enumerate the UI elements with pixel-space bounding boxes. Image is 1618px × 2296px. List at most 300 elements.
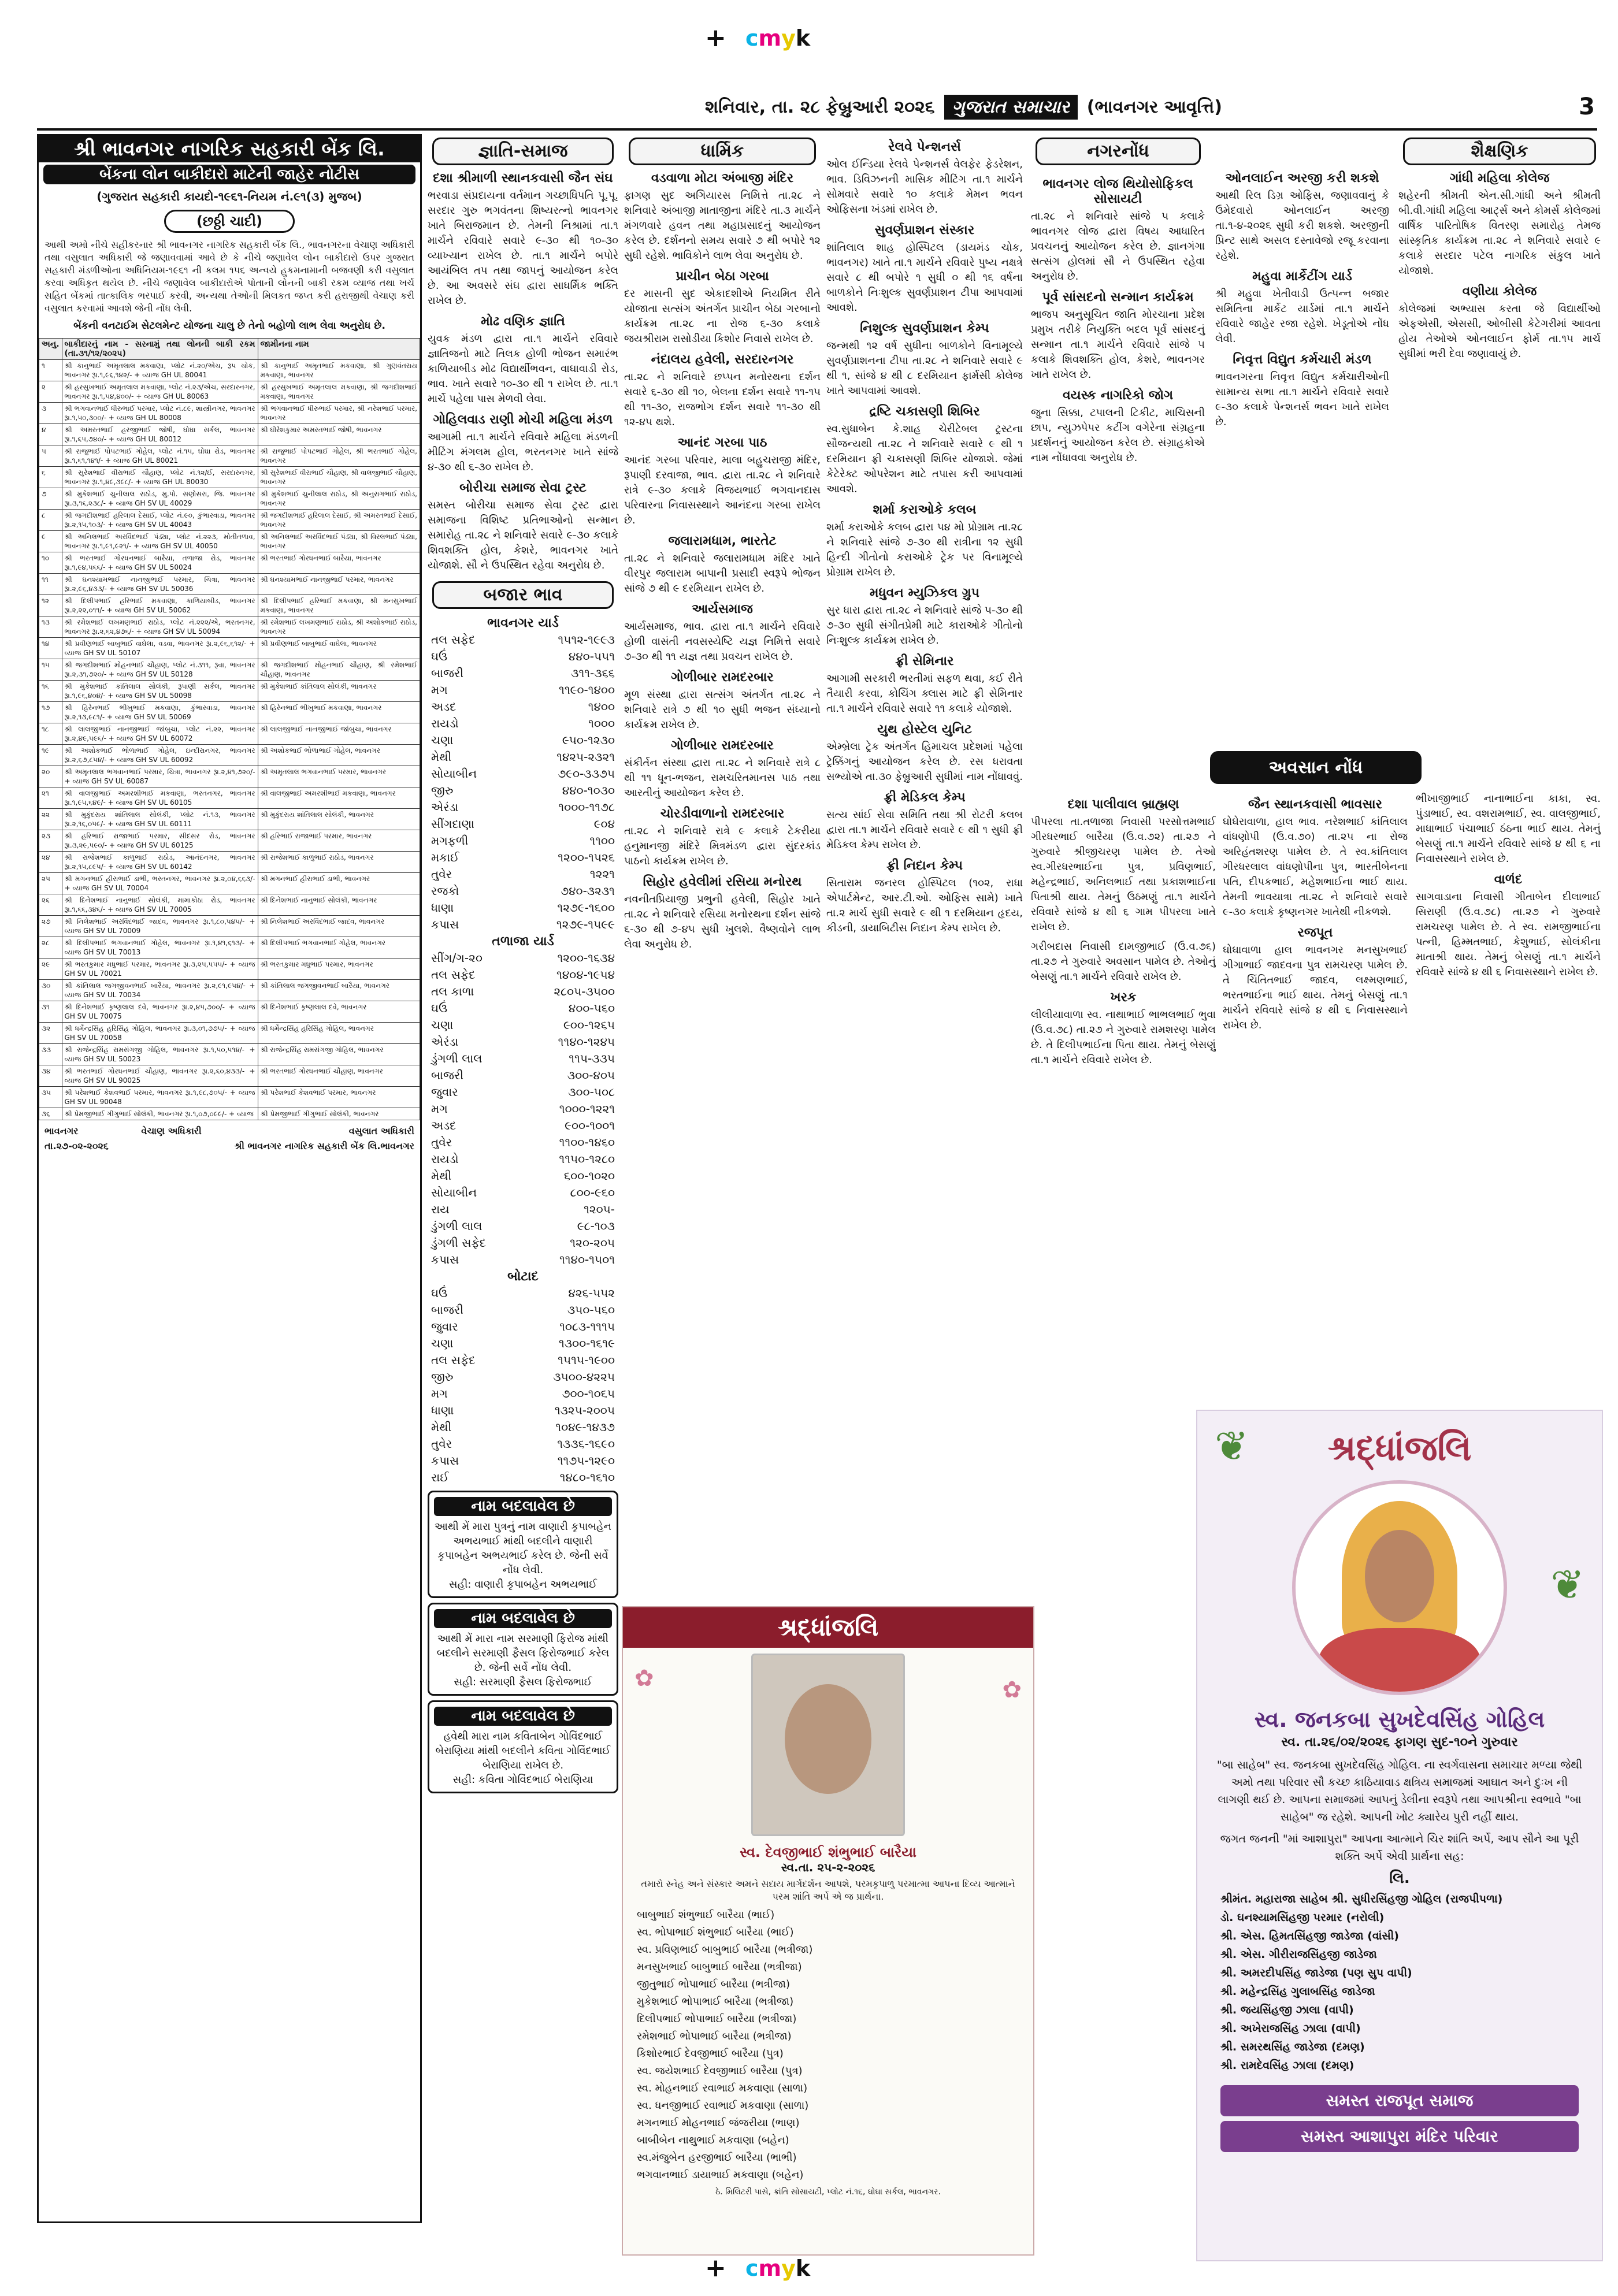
row-sr: ૩૩	[39, 1044, 62, 1065]
dharmik-heading: ધાર્મિક	[629, 138, 816, 165]
event-item-title: સુવર્ણપ્રાશન સંસ્કાર	[874, 223, 975, 237]
commodity-price: ૧૧૪૦-૧૫૦૧	[559, 1253, 615, 1266]
table-row	[39, 1044, 420, 1065]
name-change-title: નામ બદલાવેલ છે	[434, 1609, 612, 1628]
edition-label: (ભાવનગર આવૃત્તિ)	[1086, 96, 1222, 117]
cmyk-label: cmyk	[745, 25, 811, 51]
commodity-price: ૧૧૦૦-૧૪૬૦	[559, 1135, 615, 1149]
event-item-text: શર્મા કરાઓકે કલબ દ્વારા ૫૪ મો પ્રોગ્રામ તા.૨૮ ને શનિવારે સાંજે ૭-૩૦ થી રાત્રીના ૧૨ સુધી હિન્દી ગીતોનો કરાઓકે ટ્રેક પર વિનામૂલ્યે પ્રોગ્રામ રાખેલ છે.	[826, 521, 1023, 578]
member-name: કિશોરભાઈ દેવજીભાઈ બારૈયા (પુત્ર)	[637, 2048, 784, 2060]
table-row	[39, 1087, 420, 1108]
row-borrower: શ્રી હિરેનભાઈ ભીખુભાઈ મકવાણા, કુંભારવાડા, ભાવનગર રૂા.૨,૧૩,૯૮૧/- + વ્યાજ GH SV UL 50069	[62, 702, 258, 723]
shraddhanjali2-foot2: સમસ્ત આશાપુરા મંદિર પરિવાર	[1220, 2121, 1579, 2152]
event-item-title: ફ્રી નિદાન કેમ્પ	[886, 859, 963, 873]
row-sr: ૪	[39, 424, 62, 445]
row-sr: ૧૩	[39, 616, 62, 638]
shraddhanjali2-signers	[1197, 1888, 1602, 2077]
table-row	[39, 873, 420, 894]
row-sr: ૨૪	[39, 852, 62, 873]
rates-row	[428, 682, 618, 699]
row-guarantor: શ્રી પ્રેમજીભાઈ ગીગુભાઈ સોલંકી, ભાવનગર	[258, 1108, 420, 1120]
rates-row	[428, 665, 618, 682]
bank-bold-line: બેંકની વનટાઈમ સેટલમેન્ટ યોજના ચાલુ છે તેનો બહોળો લાભ લેવા અનુરોધ છે.	[73, 320, 385, 332]
paper-logo: ગુજરાત સમાચાર	[944, 95, 1078, 120]
row-borrower: શ્રી નિલેશભાઈ અરવિંદભાઈ જાદવ, ભાવનગર રૂા.૧,૮૦,૫૪૫/- + વ્યાજ GH SV UL 70009	[62, 916, 258, 937]
row-borrower: શ્રી પ્રેમજીભાઈ ગીગુભાઈ સોલંકી, ભાવનગર રૂા.૧,૦૭,૦૯૯/- + વ્યાજ	[62, 1108, 258, 1120]
dharmik-item-text: દર માસની સુદ એકાદશીએ નિયમિત રીતે યોજાતા સત્સંગ અંતર્ગત પ્રાચીન બેઠા ગરબાનો કાર્યક્રમ તા.૨૮ ના રોજ ૬-૩૦ કલાકે જયશ્રીરામ રાસોડીયા કિશોર નિવાસે રાખેલ છે.	[624, 288, 821, 345]
row-guarantor: શ્રી વાલજીભાઈ અમરશીભાઈ મકવાણા, ભાવનગર	[258, 787, 420, 809]
rates-row	[428, 1385, 618, 1402]
avsan-c1-head: દશા પાલીવાલ બ્રાહ્મણ	[1067, 797, 1179, 812]
commodity-name: મગ	[431, 1102, 448, 1116]
flower-icon: ✿	[1002, 1677, 1022, 1703]
name-change-title: નામ બદલાવેલ છે	[434, 1497, 612, 1516]
avsan-c1c-text: લીલીયાવાળા સ્વ. નાથાભાઈ ભાભલભાઈ ભુવા (ઉ.વ.૭૮) તા.૨૭ ને ગુરુવારે રામશરણ પામેલ છે. તે દિલીપભાઈના પિતા થાય. તેમનું બેસણું તા.૧ માર્ચને રવિવારે રાખેલ છે.	[1031, 1009, 1216, 1066]
commodity-price: ૧૦૪૯-૧૪૩૭	[555, 1420, 615, 1434]
row-sr: ૧૯	[39, 745, 62, 766]
member-name: જીતુભાઈ ભોપાભાઈ બારૈયા (ભત્રીજા)	[637, 1978, 791, 1990]
rates-row	[428, 849, 618, 866]
bank-notice-title: બેંકના લોન બાકીદારો માટેની જાહેર નોટીસ	[43, 165, 415, 184]
nagar-heading: નગરનોંધ	[1036, 138, 1201, 165]
rates-row	[428, 1352, 618, 1369]
rates-row	[428, 715, 618, 732]
commodity-name: તલ સફેદ	[431, 1353, 476, 1367]
commodity-price: ૧૧૭૫-૧૨૯૦	[557, 1454, 615, 1467]
row-borrower: શ્રી હરિભાઈ રાજાભાઈ પરમાર, સીદસર રોડ, ભાવનગર રૂા.૩,૨૯,૫૯૦/- + વ્યાજ GH SV UL 60125	[62, 830, 258, 852]
jnati-item-title: મોઢ વણિક જ્ઞાતિ	[481, 314, 565, 329]
row-borrower: શ્રી મુકેશભાઈ ચુનીલાલ રાઠોડ, મુ.પો. સણોસરા, જિ. ભાવનગર રૂા.૩,૧૬,૨૩૮/- + વ્યાજ GH SV UL 40029	[62, 488, 258, 510]
member-name: રમેશભાઈ ભોપાભાઈ બારૈયા (ભત્રીજા)	[637, 2030, 792, 2042]
signer-name: શ્રી. મહેન્દ્રસિંહ ગુલાબસિંહ જાડેજા	[1220, 1985, 1375, 1998]
row-guarantor: શ્રી રમેશભાઈ લખમણભાઈ રાઠોડ, શ્રી અશોકભાઈ રાઠોડ, ભાવનગર	[258, 616, 420, 638]
row-guarantor: શ્રી નિલેશભાઈ અરવિંદભાઈ જાદવ, ભાવનગર	[258, 916, 420, 937]
dharmik-item-text: ફાગણ સુદ અગિયારસ નિમિત્તે તા.૨૮ ને શનિવારે અંબાજી માતાજીના મંદિરે તા.૩ માર્ચને મંગળવારે હવન તથા મહાપ્રસાદનું આયોજન કરેલ છે. દર્શનનો સમય સવારે ૭ થી બપોરે ૧૨ સુધી રહેશે. ભાવિકોને લાભ લેવા અનુરોધ છે.	[624, 190, 821, 262]
events-column	[826, 134, 1023, 1596]
row-borrower: શ્રી હરસુખભાઈ અમૃતલાલ મકવાણા, પ્લોટ નં.૨૩/એચ, સરદારનગર, ભાવનગર રૂા.૧,૫૪,૪૦૦/- + વ્યાજ GH UL 80063	[62, 381, 258, 403]
row-borrower: શ્રી કાંતિલાલ જગજીવનભાઈ બારૈયા, ભાવનગર રૂા.૨,૯૧,૯૫૪/- + વ્યાજ GH SV UL 70034	[62, 980, 258, 1001]
nagar-item-title: પૂર્વ સાંસદનો સન્માન કાર્યક્રમ	[1042, 290, 1194, 304]
commodity-name: ચણા	[431, 1018, 454, 1032]
commodity-name: ચણા	[431, 1336, 454, 1350]
commodity-name: રાઈ	[431, 1470, 449, 1484]
row-borrower: શ્રી દિલીપભાઈ હરિભાઈ મકવાણા, કાળિયાબીડ, ભાવનગર રૂા.૨,૨૨,૦૧૧/- + વ્યાજ GH SV UL 50062	[62, 595, 258, 616]
dharmik-item-title: ચોરડીવાળાનો રામદરબાર	[660, 807, 785, 821]
row-guarantor: શ્રી પ્રવીણભાઈ બાબુભાઈ વાઘેલા, ભાવનગર	[258, 638, 420, 659]
commodity-price: ૩૦૦-૪૦૫	[567, 1068, 615, 1082]
shraddhanjali1-address: ઠે. મિલિટરી પાસે, ક્રાંતિ સોસાયટી, પ્લોટ નં.૧૬, ઘોઘા સર્કલ, ભાવનગર.	[715, 2187, 941, 2197]
avsan-c2-head: જૈન સ્થાનકવાસી ભાવસાર	[1248, 797, 1383, 812]
commodity-name: જુવાર	[431, 1085, 458, 1099]
shraddhanjali1-msg: તમારો સ્નેહ અને સંસ્કાર અમને સદાય માર્ગદર્શન આપશે, પરમકૃપાળુ પરમાત્મા આપના દિવ્ય આત્માને પરમ શાંતિ અર્પે એ જ પ્રાર્થના.	[641, 1878, 1015, 1902]
commodity-price: ૭૯૦-૩૩૭૫	[558, 767, 615, 781]
row-guarantor: શ્રી અમૃતલાલ ભગવાનભાઈ પરમાર, ભાવનગર	[258, 766, 420, 787]
shraddhanjali1-name: સ્વ. દેવજીભાઈ શંભુભાઈ બારૈયા	[740, 1844, 916, 1860]
commodity-name: મકાઈ	[431, 850, 459, 864]
avsan-heading: અવસાન નોંધ	[1210, 751, 1422, 784]
commodity-name: મગફળી	[431, 834, 469, 848]
row-borrower: શ્રી ધર્મેન્દ્રસિંહ હરિસિંહ ગોહિલ, ભાવનગર રૂા.૩,૦૧,૭૭૫/- + વ્યાજ GH SV UL 70058	[62, 1023, 258, 1044]
row-guarantor: શ્રી રાજેન્દ્રસિંહ રામસંગજી ગોહિલ, ભાવનગર	[258, 1044, 420, 1065]
rates-row	[428, 1151, 618, 1168]
commodity-name: બાજરી	[431, 1068, 463, 1082]
commodity-name: જીરુ	[431, 1370, 454, 1384]
dharmik-item-title: વડવાળા મોટા અંબાજી મંદિર	[651, 171, 794, 185]
shraddhanjali-janakba	[1196, 1410, 1603, 2261]
event-item-text: સિતારામ જનરલ હોસ્પિટલ (૧૦૨, રાધા એપાર્ટમેન્ટ, આર.ટી.ઓ. ઓફિસ સામે) ખાતે તા.૨ માર્ચ સુધી સવારે ૯ થી ૧ દરમિયાન હૃદય, કીડની, ડાયાબિટીસ નિદાન કેમ્પ રાખેલ છે.	[826, 877, 1023, 934]
commodity-name: જુવાર	[431, 1320, 458, 1333]
row-sr: ૧૬	[39, 681, 62, 702]
row-sr: ૫	[39, 445, 62, 467]
portrait-face	[785, 1684, 871, 1794]
commodity-price: ૩૫૦૦-૪૨૨૫	[553, 1370, 615, 1384]
row-guarantor: શ્રી પરેશભાઈ કેશવભાઈ પરમાર, ભાવનગર	[258, 1087, 420, 1108]
row-borrower: શ્રી જગદીશભાઈ હરિલાલ દેસાઈ, પ્લોટ નં.૯૦, કુંભારવાડા, ભાવનગર રૂા.૨,૧૫,૧૦૩/- + વ્યાજ GH SV UL 40043	[62, 510, 258, 531]
commodity-name: ડુંગળી લાલ	[431, 1052, 483, 1065]
member-name: મુકેશભાઈ ભોપાભાઈ બારૈયા (ભત્રીજા)	[637, 1996, 794, 2008]
table-row	[39, 510, 420, 531]
rates-row	[428, 1067, 618, 1084]
dharmik-item-title: પ્રાચીન બેઠા ગરબા	[676, 269, 769, 284]
rates-row	[428, 749, 618, 766]
row-sr: ૧૫	[39, 659, 62, 681]
row-guarantor: શ્રી રાજેશભાઈ કાળુભાઈ રાઠોડ, ભાવનગર	[258, 852, 420, 873]
rates-group-name: તળાજા યાર્ડ	[492, 934, 554, 949]
commodity-name: તુવેર	[431, 1135, 452, 1149]
row-guarantor: શ્રી ભગવાનભાઈ ધીરુભાઈ પરમાર, શ્રી નરેશભાઈ પરમાર, ભાવનગર	[258, 403, 420, 424]
rates-row	[428, 782, 618, 799]
dharmik-item-text: આર્યસમાજ, ભાવ. દ્વારા તા.૧ માર્ચને રવિવારે હોળી વાસંતી નવસસ્યેષ્ટિ યજ્ઞ નિમિત્તે સવારે ૭-૩૦ થી ૧૧ યજ્ઞ તથા પ્રવચન રાખેલ છે.	[624, 621, 821, 663]
commodity-price: ૧૧૪૦-૧૨૪૫	[558, 1035, 615, 1049]
table-row	[39, 958, 420, 980]
commodity-name: સોયાબીન	[431, 1186, 477, 1199]
commodity-name: તલ સફેદ	[431, 633, 476, 647]
table-row	[39, 787, 420, 809]
commodity-name: ઘઉં	[431, 649, 448, 663]
commodity-price: ૯૫૦-૧૨૩૦	[562, 733, 615, 747]
name-change-box	[428, 1603, 618, 1696]
commodity-price: ૯૦૦-૧૨૬૫	[563, 1018, 615, 1032]
row-sr: ૧૧	[39, 574, 62, 595]
commodity-name: અડદ	[431, 700, 457, 714]
commodity-price: ૧૨૦૦-૧૫૨૬	[558, 850, 615, 864]
avsan-c1b-text: ગરીબદાસ નિવાસી દામજીભાઈ (ઉ.વ.૭૬) તા.૨૭ ને ગુરુવારે અવસાન પામેલ છે. તેઓનું બેસણું તા.૧ માર્ચને રવિવારે રાખેલ છે.	[1031, 941, 1216, 983]
row-guarantor: શ્રી હરસુખભાઈ અમૃતલાલ મકવાણા, શ્રી જગદીશભાઈ મકવાણા, ભાવનગર	[258, 381, 420, 403]
row-guarantor: શ્રી ધર્મેન્દ્રસિંહ હરિસિંહ ગોહિલ, ભાવનગર	[258, 1023, 420, 1044]
table-row	[39, 531, 420, 552]
dharmik-item-text: આનંદ ગરબા પરિવાર, માલા બહુચરાજી મંદિર, રૂપાણી દરવાજા, ભાવ. દ્વારા તા.૨૮ ને શનિવારે રાત્રે ૯-૩૦ કલાકે વિજયભાઈ ભગવાનદાસ પરિવારના નિવાસસ્થાને આનંદના ગરબા રાખેલ છે.	[624, 454, 821, 526]
table-row	[39, 360, 420, 381]
table-row	[39, 595, 420, 616]
rates-row	[428, 1218, 618, 1235]
member-name: સ્વ. પ્રવિણભાઈ બાબુભાઈ બારૈયા (ભત્રીજા)	[637, 1944, 813, 1956]
name-change-sign: સહી: વાણારી કૃપાબહેન અભયભાઈ	[448, 1578, 598, 1591]
rates-row	[428, 1402, 618, 1419]
nagar-item-title: વયસ્ક નાગરિકો જોગ	[1062, 388, 1174, 403]
commodity-price: ૧૦૮૩-૧૧૧૫	[559, 1320, 615, 1333]
commodity-name: કપાસ	[431, 1454, 459, 1467]
commodity-price: ૧૩૨૫-૨૦૦૫	[554, 1403, 615, 1417]
commodity-name: કપાસ	[431, 917, 459, 931]
commodity-price: ૧૧૦૦	[589, 834, 615, 848]
shraddhanjali1-members	[623, 1907, 1033, 2184]
event-item-title: ફ્રી મેડિકલ કેમ્પ	[884, 790, 966, 805]
rates-row	[428, 1134, 618, 1151]
commodity-name: મેથી	[431, 1420, 452, 1434]
rates-group-name: ભાવનગર યાર્ડ	[487, 616, 559, 630]
nagar-item-title: મહુવા માર્કેટીંગ યાર્ડ	[1252, 269, 1352, 284]
jnati-item-text: ભરવાડા સંપ્રદાયના વર્તમાન ગચ્છાધિપતિ પૂ.પૂ. સરદાર ગુરુ ભગવંતના શિષ્યરત્નો ભાવનગર ખાતે બિરાજમાન છે. તેમની નિશ્રામાં તા.૧ માર્ચને રવિવારે સવારે ૯-૩૦ થી ૧૦-૩૦ વ્યાખ્યાન રાખેલ છે. તા.૧ માર્ચને બપોરે આયંબિલ તપ તથા જાપનું આયોજન કરેલ છે. આ અવસરે સંઘ દ્વારા સાધર્મિક ભક્તિ રાખેલ છે.	[428, 190, 618, 307]
row-sr: ૨૦	[39, 766, 62, 787]
shraddhanjali1-title: શ્રદ્ધાંજલિ	[623, 1607, 1033, 1648]
row-borrower: શ્રી મુકુંદરાય શાંતિલાલ સોલંકી, પ્લોટ નં.૧૩, ભાવનગર રૂા.૨,૧૬,૦૫૯/- + વ્યાજ GH SV UL 60111	[62, 809, 258, 830]
row-sr: ૭	[39, 488, 62, 510]
commodity-name: એરંડા	[431, 1035, 459, 1049]
row-sr: ૨૫	[39, 873, 62, 894]
table-row	[39, 488, 420, 510]
table-row	[39, 659, 420, 681]
commodity-name: રાય	[431, 1202, 450, 1216]
portrait-photo	[751, 1654, 905, 1836]
row-sr: ૨	[39, 381, 62, 403]
commodity-price: ૧૪૦૪-૧૯૫૪	[556, 968, 615, 982]
shaikshanik-item-title: ગાંધી મહિલા કોલેજ	[1449, 171, 1550, 185]
commodity-price: ૧૨૭૯-૧૬૦૦	[557, 901, 615, 915]
row-guarantor: શ્રી કાનુભાઈ અમૃતભાઈ મકવાણા, શ્રી ગુણવંતરાય મકવાણા, ભાવનગર	[258, 360, 420, 381]
bank-intro: આથી અમો નીચે સહીકરનાર શ્રી ભાવનગર નાગરિક સહકારી બેંક લિ., ભાવનગરના વેચાણ અધિકારી તથા વસુલાત અધિકારી જે જણાવવામાં આવે છે કે નીચે જણાવેલ લોન બાકીદારો ઉપર ગુજરાત સહકારી મંડળીઓના અધિનિયમ-૧૯૬૧ ની કલમ ૧૫૬ અન્વયે હુકમનામાની બજવણી કરી વસુલાત કરવા અધિકૃત થયેલ છે. નીચે જણાવેલ બાકીદારોએ પોતાની લોનની બાકી રકમ વ્યાજ તથા ખર્ચ સહિત બેંકમાં તાત્કાલિક ભરપાઈ કરવી, અન્યથા તેઓની મિલકત જપ્ત કરી હરાજીથી વેચાણ કરી વસુલાત કરવામાં આવશે જેની નોંધ લેવી.	[44, 239, 414, 314]
row-guarantor: શ્રી મુકુંદરાય શાંતિલાલ સોલંકી, ભાવનગર	[258, 809, 420, 830]
cmyk-label: cmyk	[745, 2256, 811, 2281]
row-sr: ૩૧	[39, 1001, 62, 1023]
commodity-name: મગ	[431, 1387, 448, 1400]
rates-row	[428, 631, 618, 648]
commodity-name: જીરુ	[431, 783, 454, 797]
name-change-text: આથી મેં મારા પુત્રનું નામ વાણારી કૃપાબહેન અભયભાઈ માંથી બદલીને વાણારી કૃપાબહેન અભયભાઈ કરેલ છે. જેની સર્વે નોંધ લેવી.	[434, 1521, 612, 1576]
leaf-icon: ❦	[1215, 1422, 1249, 1470]
shaikshanik-heading: શૈક્ષણિક	[1403, 138, 1596, 165]
row-borrower: શ્રી ભરતકુમાર મધુભાઈ પરમાર, ભાવનગર રૂા.૩,૨૫,૫૫૫/- + વ્યાજ GH SV UL 70021	[62, 958, 258, 980]
row-borrower: શ્રી પરેશભાઈ કેશવભાઈ પરમાર, ભાવનગર રૂા.૧,૯૮,૭૦૫/- + વ્યાજ GH SV UL 90048	[62, 1087, 258, 1108]
commodity-price: ૧૪૨૫-૨૩૨૧	[556, 750, 615, 764]
registration-mark: +	[705, 2253, 726, 2283]
rates-row	[428, 1168, 618, 1184]
jnati-item-title: બોરીચા સમાજ સેવા ટ્રસ્ટ	[459, 481, 587, 495]
table-row	[39, 980, 420, 1001]
table-row	[39, 467, 420, 488]
member-name: મગનભાઈ મોહનભાઈ જંજરીયા (ભાણ)	[637, 2117, 800, 2129]
rates-table	[428, 615, 618, 1486]
sign-date: તા.૨૭-૦૨-૨૦૨૬	[44, 1140, 109, 1151]
avsan-c2b-text: ઘોઘાવાળા હાલ ભાવનગર મનસુખભાઈ ગીગાભાઈ જાદવના પુત્ર રામચરણ પામેલ છે. તે ચિંતિતભાઈ જાદવ, લક્ષ્મણભાઈ, ભરતભાઈના ભાઈ થાય. તેમનું બેસણું તા.૧ માર્ચને રવિવારે સાંજે ૪ થી ૬ નિવાસસ્થાને રાખેલ છે.	[1223, 944, 1408, 1031]
commodity-name: તુવેર	[431, 867, 452, 881]
shaikshanik-section	[1398, 134, 1601, 741]
event-item-title: રેલવે પેન્શનર્સ	[888, 140, 961, 154]
row-sr: ૨૬	[39, 894, 62, 916]
member-name: સ્વ. ભોપાભાઈ શંભુભાઈ બારૈયા (ભાઈ)	[637, 1926, 794, 1938]
row-guarantor: શ્રી હરિભાઈ રાજાભાઈ પરમાર, ભાવનગર	[258, 830, 420, 852]
signer-name: શ્રી. રામદેવસિંહ ઝાલા (દમણ)	[1220, 2059, 1354, 2072]
signer-name: શ્રી. સમરથસિંહ જાડેજા (દમણ)	[1220, 2041, 1365, 2053]
bank-notice	[37, 134, 422, 2223]
row-guarantor: શ્રી મગનભાઈ હીરાભાઈ ડાભી, ભાવનગર	[258, 873, 420, 894]
portrait-face	[1365, 1530, 1434, 1622]
name-change-text: આથી મેં મારા નામ સરમાણી ફિરોજ માંથી બદલીને સરમાણી ફૈસલ ફિરોજભાઈ કરેલ છે. જેની સર્વે નોંધ લેવી.	[436, 1633, 610, 1674]
dharmik-item-text: નવનીતપ્રિયાજી પ્રભુની હવેલી, સિહોર ખાતે તા.૨૮ ને શનિવારે રસિયા મનોરથના દર્શન સાંજે ૬-૩૦ થી ૭-૪૫ સુધી ખુલશે. વૈષ્ણવોને લાભ લેવા અનુરોધ છે.	[624, 893, 821, 950]
commodity-price: ૧૨૦૦-૧૬૩૪	[557, 951, 615, 965]
row-guarantor: શ્રી જગદીશભાઈ હરિલાલ દેસાઈ, શ્રી અમરતભાઈ દેસાઈ, ભાવનગર	[258, 510, 420, 531]
commodity-price: ૧૧૯૦-૧૪૦૦	[559, 683, 615, 697]
row-sr: ૨૯	[39, 958, 62, 980]
loan-table	[39, 338, 420, 1120]
commodity-name: રજકો	[431, 884, 459, 898]
commodity-name: મગ	[431, 683, 448, 697]
commodity-price: ૧૨૦૫-	[584, 1202, 615, 1216]
event-item-title: મધુવન મ્યુઝિકલ ગ્રુપ	[869, 586, 980, 600]
row-sr: ૩૦	[39, 980, 62, 1001]
commodity-name: ડુંગળી સફેદ	[431, 1236, 486, 1250]
commodity-price: ૩૦૦-૫૦૮	[568, 1085, 615, 1099]
col-sr: અનુ.	[39, 339, 62, 360]
rates-row	[428, 1117, 618, 1134]
shraddhanjali2-name: સ્વ. જનકબા સુખદેવસિંહ ગોહિલ	[1254, 1707, 1545, 1732]
member-name: બાબીબેન નાથુભાઈ મકવાણા (બહેન)	[637, 2134, 789, 2146]
commodity-price: ૧૦૦૦-૧૨૨૧	[559, 1102, 615, 1116]
table-row	[39, 616, 420, 638]
row-sr: ૨૨	[39, 809, 62, 830]
rates-row	[428, 732, 618, 749]
shraddhanjali1-date: સ્વ.તા. ૨૫-૨-૨૦૨૬	[781, 1860, 875, 1874]
commodity-name: મેથી	[431, 1169, 452, 1183]
nagar-item-title: નિવૃત્ત વિદ્યુત કર્મચારી મંડળ	[1233, 352, 1372, 367]
table-row	[39, 745, 420, 766]
row-borrower: શ્રી અમરતભાઈ હરજીભાઈ જોષી, ઘોઘા સર્કલ, ભાવનગર રૂા.૧,૬૫,૭૪૦/- + વ્યાજ GH UL 80012	[62, 424, 258, 445]
shaikshanik-item-title: વણીયા કોલેજ	[1462, 284, 1537, 299]
commodity-name: તુવેર	[431, 1437, 452, 1451]
commodity-name: અડદ	[431, 1119, 457, 1132]
rates-row	[428, 1335, 618, 1352]
table-row	[39, 1001, 420, 1023]
commodity-name: તલ સફેદ	[431, 968, 476, 982]
commodity-price: ૧૫૧૫-૧૯૦૦	[558, 1353, 615, 1367]
commodity-price: ૩૫૦-૫૬૦	[567, 1303, 615, 1317]
row-sr: ૧	[39, 360, 62, 381]
row-sr: ૧૮	[39, 723, 62, 745]
rates-row	[428, 900, 618, 916]
signer-name: ડો. ઘનશ્યામસિંહજી પરમાર (નરોલી)	[1220, 1911, 1385, 1924]
sign-bank: શ્રી ભાવનગર નાગરિક સહકારી બેંક લિ.ભાવનગર	[234, 1140, 414, 1151]
event-item-title: શર્મા કરાઓકે કલબ	[873, 503, 977, 517]
row-borrower: શ્રી સુરેશભાઈ વીરાભાઈ ચૌહાણ, પ્લોટ નં.૧૨/ઈ, સરદારનગર, ભાવનગર રૂા.૧,૪૯,૩૯૮/- + વ્યાજ GH UL 80030	[62, 467, 258, 488]
member-name: મનસુખભાઈ બાબુભાઈ બારૈયા (ભત્રીજા)	[637, 1961, 802, 1973]
name-change-sign: સહી: કવિતા ગોવિંદભાઈ બેરાણિયા	[452, 1774, 593, 1786]
row-borrower: શ્રી રાજુભાઈ પોપટભાઈ ગોહેલ, પ્લોટ નં.૧૫, ઘોઘા રોડ, ભાવનગર રૂા.૧,૬૧,૧૪૧/- + વ્યાજ GH UL 80021	[62, 445, 258, 467]
row-borrower: શ્રી રાજેશભાઈ કાળુભાઈ રાઠોડ, આનંદનગર, ભાવનગર રૂા.૨,૧૫,૮૯૫/- + વ્યાજ GH SV UL 60142	[62, 852, 258, 873]
commodity-price: ૧૪૦૦	[588, 700, 615, 714]
commodity-price: ૧૩૩૬-૧૬૯૦	[557, 1437, 615, 1451]
row-borrower: શ્રી વાલજીભાઈ અમરશીભાઈ મકવાણા, ભરતનગર, ભાવનગર રૂા.૧,૯૫,૬૪૯/- + વ્યાજ GH SV UL 60105	[62, 787, 258, 809]
flower-icon: ✿	[634, 1665, 654, 1692]
rates-row	[428, 1369, 618, 1385]
dharmik-item-title: આર્યસમાજ	[692, 602, 753, 616]
event-item-text: સ્વ.સુધાબેન કે.શાહ ચેરીટેબલ ટ્રસ્ટના સૌજન્યથી તા.૨૮ ને શનિવારે સવારે ૯ થી ૧ દરમિયાન ફ્રી ચકાસણી શિબિર યોજાશે. જેમાં કેટેરેક્ટ ઓપરેશન માટે તપાસ કરી આપવામાં આવશે.	[826, 423, 1023, 495]
row-borrower: શ્રી ભરતભાઈ ગોરધનભાઈ બારૈયા, તળાજા રોડ, ભાવનગર રૂા.૧,૯૪,૫૬૬/- + વ્યાજ GH SV UL 50024	[62, 552, 258, 574]
row-sr: ૨૭	[39, 916, 62, 937]
commodity-name: રાયડો	[431, 716, 459, 730]
avsan-col-1	[1031, 792, 1216, 1404]
event-item-text: ઓલ ઈન્ડિયા રેલવે પેન્શનર્સ વેલફેર ફેડરેશન, ભાવ. ડિવિઝનની માસિક મીટિંગ તા.૧ માર્ચને સોમવારે સવારે ૧૦ કલાકે મેમન ભવન ઓફિસના ખંડમાં રાખેલ છે.	[826, 158, 1023, 216]
event-item-text: આગામી સરકારી ભરતીમાં સફળ થવા, કઈ રીતે તૈયારી કરવા, કોચિંગ ક્લાસ માટે ફ્રી સેમિનાર તા.૧ માર્ચને રવિવારે સવારે ૧૧ કલાકે યોજાશે.	[826, 673, 1023, 715]
avsan-c1-head2: ખરક	[1110, 990, 1137, 1005]
signer-name: શ્રીમંત. મહારાજા સાહેબ શ્રી. સુધીરસિંહજી ગોહિલ (રાજપીપળા)	[1220, 1893, 1503, 1905]
table-row	[39, 852, 420, 873]
rates-row	[428, 1285, 618, 1302]
commodity-price: ૩૧૧-૩૬૬	[571, 666, 615, 680]
event-item-text: જન્મથી ૧૨ વર્ષ સુધીના બાળકોને વિનામૂલ્યે સુવર્ણપ્રાશનના ટીપા તા.૨૮ ને શનિવારે સવારે ૯ થી ૧, સાંજે ૪ થી ૮ દરમિયાન ફાર્મસી કોલેજ ખાતે આપવામાં આવશે.	[826, 340, 1023, 397]
name-change-text: હવેથી મારા નામ કવિતાબેન ગોવિંદભાઈ બેરાણિયા માંથી બદલીને કવિતા ગોવિંદભાઈ બેરાણિયા રાખેલ છે.	[435, 1730, 611, 1771]
row-sr: ૧૪	[39, 638, 62, 659]
bank-title: શ્રી ભાવનગર નાગરિક સહકારી બેંક લિ.	[39, 136, 420, 162]
shraddhanjali2-foot1: સમસ્ત રાજપૂત સમાજ	[1220, 2085, 1579, 2116]
row-borrower: શ્રી ભરતભાઈ ગોરધનભાઈ ચૌહાણ, ભાવનગર રૂા.૨,૬૦,૪૩૩/- + વ્યાજ GH SV UL 90025	[62, 1065, 258, 1087]
shraddhanjali2-prayer: જગત જનની "માં આશાપુરા" આપના આત્માને ચિર શાંતિ અર્પે, આપ સૌને આ પૂરી શક્તિ અર્પે એવી પ્રાર્થના સહ:	[1220, 1833, 1579, 1863]
row-sr: ૧૭	[39, 702, 62, 723]
name-change-box	[428, 1700, 618, 1793]
commodity-price: ૧૨૭૯-૧૫૯૯	[556, 917, 615, 931]
rates-row	[428, 1452, 618, 1469]
event-item-title: ફ્રી સેમિનાર	[895, 654, 954, 668]
shraddhanjali2-title: શ્રદ્ધાંજલિ	[1327, 1428, 1472, 1469]
table-row	[39, 574, 420, 595]
row-guarantor: શ્રી અશોકભાઈ ભોળાભાઈ ગોહેલ, ભાવનગર	[258, 745, 420, 766]
dharmik-item-text: તા.૨૮ ને શનિવારે રાત્રે ૯ કલાકે ટેકરીયા હનુમાનજી મંદિરે મિત્રમંડળ દ્વારા સુંદરકાંડ પાઠનો કાર્યક્રમ રાખેલ છે.	[624, 825, 821, 867]
shraddhanjali2-li: લિ.	[1389, 1870, 1410, 1887]
table-row	[39, 916, 420, 937]
commodity-name: રાયડો	[431, 1152, 459, 1166]
row-guarantor: શ્રી કાંતિલાલ જગજીવનભાઈ બારૈયા, ભાવનગર	[258, 980, 420, 1001]
table-row	[39, 937, 420, 958]
dharmik-item-title: જલારામધામ, ભારતેટ	[668, 534, 777, 548]
rates-row	[428, 1201, 618, 1218]
rates-row	[428, 1101, 618, 1117]
row-guarantor: શ્રી દિલીપભાઈ ભગવાનભાઈ ગોહેલ, ભાવનગર	[258, 937, 420, 958]
member-name: સ્વ. જયેશભાઈ દેવજીભાઈ બારૈયા (પુત્ર)	[637, 2065, 803, 2077]
commodity-price: ૧૦૦૦	[588, 716, 615, 730]
name-change-title: નામ બદલાવેલ છે	[434, 1707, 612, 1726]
row-sr: ૬	[39, 467, 62, 488]
commodity-price: ૧૫૧૨-૧૯૯૩	[558, 633, 615, 647]
shraddhanjali-devjibhai	[622, 1606, 1034, 2256]
rates-row	[428, 799, 618, 816]
commodity-name: સીંગદાણા	[431, 817, 474, 831]
avsan-col-3	[1416, 792, 1601, 1404]
nagar-item-text: શ્રી મહુવા ખેતીવાડી ઉત્પન્ન બજાર સમિતિના માર્કેટ યાર્ડમાં તા.૧ માર્ચને રવિવારે જાહેર રજા રહેશે. ખેડૂતોએ નોંધ લેવી.	[1215, 288, 1389, 345]
nagar-item-text: ભાજપ અનુસૂચિત જાતિ મોરચાના પ્રદેશ પ્રમુખ તરીકે નિયુક્તિ બદલ પૂર્વ સાંસદનું સન્માન તા.૧ માર્ચને રવિવારે સાંજે ૫ કલાકે શિવશક્તિ હોલ, કેશરે, ભાવનગર ખાતે રાખેલ છે.	[1031, 309, 1205, 381]
member-name: સ્વ. ધનજીભાઈ રવાભાઈ મકવાણા (સાળા)	[637, 2100, 809, 2112]
page-number: 3	[1579, 94, 1595, 120]
table-row	[39, 638, 420, 659]
avsan-c3b-text: સાગવાડાના નિવાસી ગીતાબેન દીલાભાઈ સિરાણી (ઉ.વ.૭૮) તા.૨૭ ને ગુરુવારે રામચરણ પામેલ છે. તે સ્વ. રામજીભાઈના પત્ની, હિમ્મતભાઈ, કેશુભાઈ, સોલંકીના માતાશ્રી થાય. તેમનું બેસણું તા.૧ માર્ચને રવિવારે સાંજે ૪ થી ૬ નિવાસસ્થાને રાખેલ છે.	[1416, 891, 1601, 978]
row-borrower: શ્રી દિનેશભાઈ કૃષ્ણલાલ દવે, ભાવનગર રૂા.૨,૪૫,૭૦૦/- + વ્યાજ GH SV UL 70075	[62, 1001, 258, 1023]
commodity-price: ૬૦૦-૧૦૨૦	[563, 1169, 615, 1183]
row-borrower: શ્રી જગદીશભાઈ મોહનભાઈ ચૌહાણ, પ્લોટ નં.૩૧૧, રૂવા, ભાવનગર રૂા.૨,૩૧,૭૨૦/- + વ્યાજ GH SV UL 50128	[62, 659, 258, 681]
commodity-price: ૭૦૦-૧૦૬૫	[562, 1387, 615, 1400]
dharmik-item-text: તા.૨૮ ને શનિવારે જલારામધામ મંદિર ખાતે વીરપુર જલારામ બાપાની પ્રસાદી સ્વરૂપે ભોજન સાંજે ૭ થી ૯ દરમિયાન રાખેલ છે.	[624, 552, 821, 595]
row-guarantor: શ્રી લાલજીભાઈ નાનજીભાઈ જાંબુચા, ભાવનગર	[258, 723, 420, 745]
commodity-name: એરંડા	[431, 800, 459, 814]
commodity-price: ૧૪૮૦-૧૬૧૦	[559, 1470, 615, 1484]
rates-row	[428, 1184, 618, 1201]
commodity-price: ૪૦૦-૫૬૦	[568, 1001, 615, 1015]
